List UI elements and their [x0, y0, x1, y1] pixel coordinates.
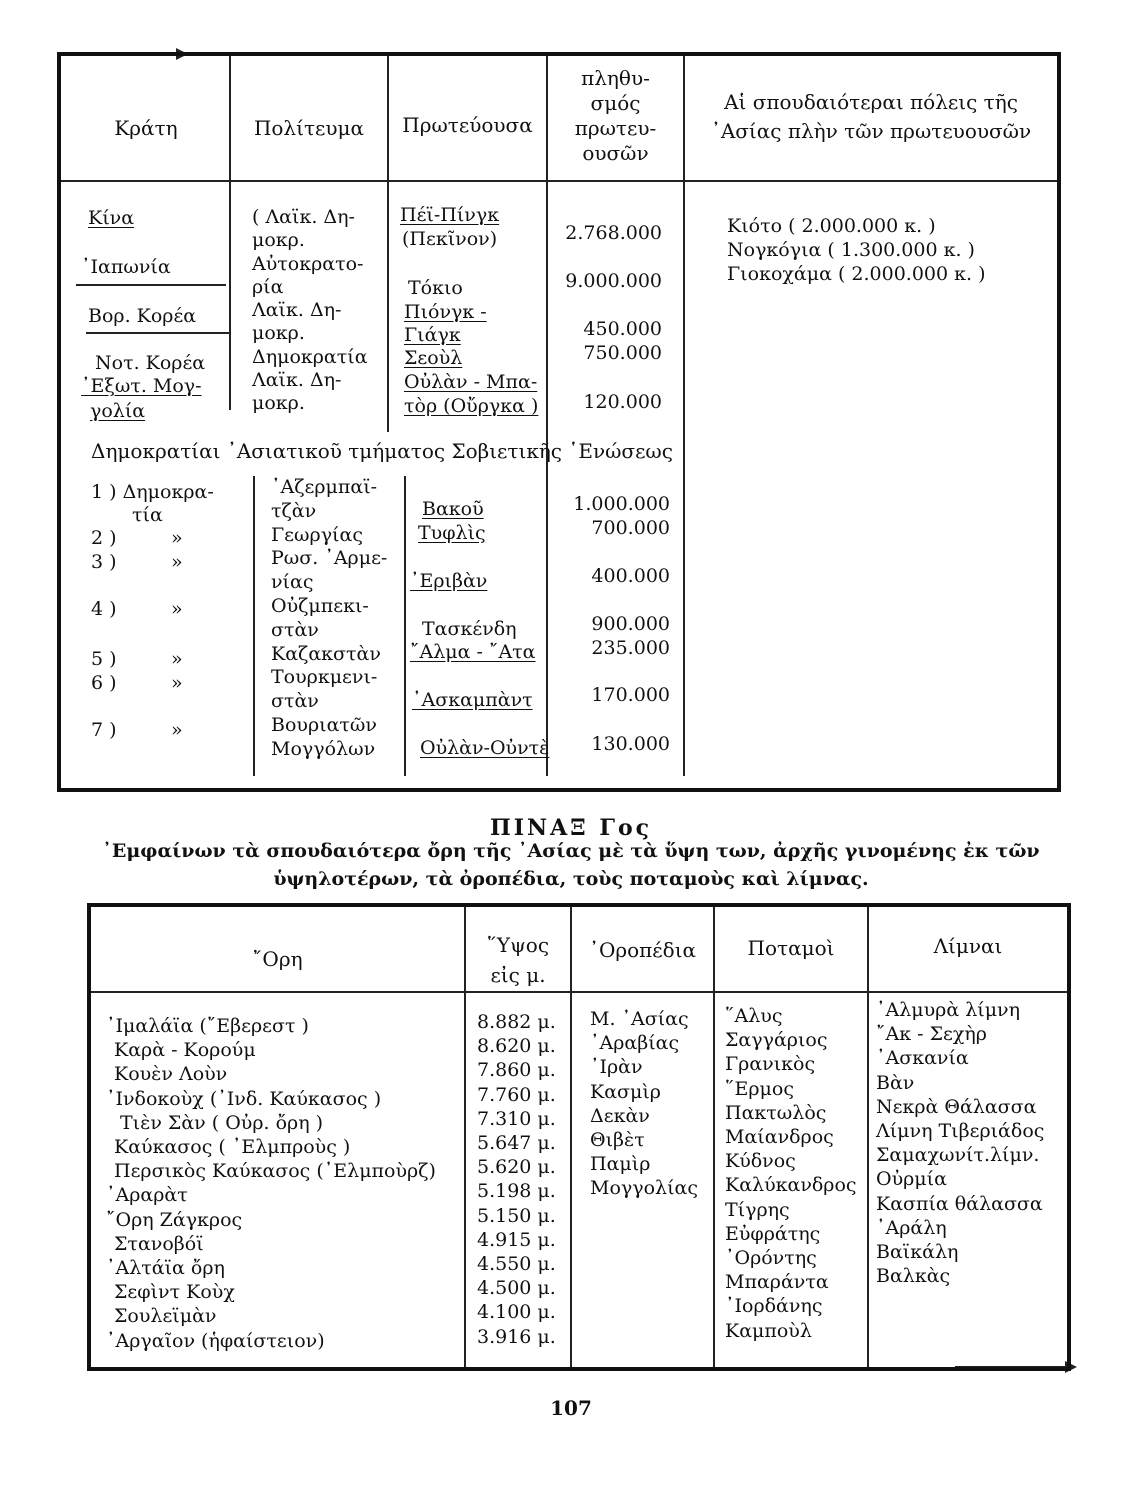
divider — [867, 907, 869, 1367]
table-title: ΠΙΝΑΞ Γος — [489, 815, 653, 841]
capital-name: Τόκιο — [408, 277, 463, 299]
header-regime: Πολίτευμα — [253, 116, 365, 140]
soviet-index: » — [171, 551, 183, 573]
soviet-capital: Τυφλὶς — [418, 522, 486, 544]
state-name: γολία — [90, 400, 146, 422]
divider — [253, 476, 255, 776]
soviet-population: 900.000 — [591, 613, 670, 635]
rivers-list: ῞Αλυς Σαγγάριος Γρανικὸς ῞Ερμος Πακτωλὸς Μαίανδρος Κύδνος Καλύκανδρος Τίγρης Εὐφράτης ᾿Ορόντης Μπαράντα ᾿Ιορδάνης Καμποὺλ — [725, 1005, 857, 1342]
population-value: 120.000 — [583, 391, 662, 413]
soviet-population: 170.000 — [591, 684, 670, 706]
soviet-index: 5 ) — [91, 648, 117, 670]
soviet-population: 130.000 — [591, 733, 670, 755]
soviet-index: 6 ) — [91, 672, 117, 694]
soviet-index: τία — [132, 504, 163, 526]
capital-name: Οὐλὰν - Μπα- — [404, 371, 538, 393]
soviet-capital: Οὐλὰν-Οὐντὲ — [420, 737, 550, 759]
cities-list: Κιότο ( 2.000.000 κ. ) Νογκόγια ( 1.300.000 κ. ) Γιοκοχάμα ( 2.000.000 κ. ) — [727, 215, 986, 286]
capital-name: Πιόνγκ - — [404, 301, 487, 323]
soviet-index: » — [171, 527, 183, 549]
population-value: 2.768.000 — [565, 222, 662, 244]
heights-list: 8.882 μ. 8.620 μ. 7.860 μ. 7.760 μ. 7.310 μ. 5.647 μ. 5.620 μ. 5.198 μ. 5.150 μ. 4.915 μ. 4.550 μ. 4.500 μ. 4.100 μ. 3.916 μ. — [477, 1011, 556, 1348]
soviet-population: 1.000.000 — [573, 493, 670, 515]
divider — [404, 476, 406, 776]
header-plateaus: ᾿Οροπέδια — [588, 938, 697, 962]
header-capital: Πρωτεύουσα — [402, 113, 533, 137]
mountains-list: ᾿Ιμαλάϊα (῎Εβερεστ ) Καρὰ - Κορούμ Κουὲν Λοὺν ᾿Ινδοκοὺχ (᾿Ινδ. Καύκασος ) Τιὲν Σὰν ( Οὐρ. ὄρη ) Καύκασος ( ᾿Ελμπροὺς ) Περσικὸς Καύκασος (᾿Ελμποὺρζ) ᾿Αραρὰτ ῎Ορη Ζάγκρος Στανοβόϊ ᾿Αλτάϊα ὄρη Σεφὶντ Κοὺχ Σουλεϊμὰν ᾿Αργαῖον (ἡφαίστειον) — [106, 1015, 436, 1352]
state-name: Νοτ. Κορέα — [95, 352, 206, 374]
header-states: Κράτη — [114, 116, 178, 140]
soviet-heading: Δημοκρατίαι ᾿Ασιατικοῦ τμήματος Σοβιετικῆς ῾Ενώσεως — [91, 439, 673, 463]
soviet-republics: ᾿Αζερμπαϊ- τζὰν Γεωργίας Ρωσ. ᾿Αρμε- νίας Οὐζμπεκι- στὰν Καζακστὰν Τουρκμενι- στὰν Βουριατῶν Μογγόλων — [271, 476, 388, 760]
header-population: πληθυ- σμός πρωτευ- ουσῶν — [574, 66, 657, 165]
header-height: ῞Υψος εἰς μ. — [486, 933, 550, 987]
header-cities: Αἱ σπουδαιότεραι πόλεις τῆς ᾿Ασίας πλὴν τῶν πρωτευουσῶν — [710, 90, 1032, 143]
regime-column: ( Λαϊκ. Δη- μοκρ. Αὐτοκρατο- ρία Λαϊκ. Δη- μοκρ. Δημοκρατία Λαϊκ. Δη- μοκρ. — [252, 206, 368, 415]
population-value: 9.000.000 — [565, 270, 662, 292]
population-value: 450.000 — [583, 318, 662, 340]
soviet-index: 3 ) — [91, 551, 117, 573]
header-mountains: ῎Ορη — [252, 947, 303, 971]
state-name: ᾿Ιαπωνία — [81, 256, 171, 278]
page-number: 107 — [550, 1396, 592, 1420]
divider — [76, 284, 226, 286]
soviet-capital: ᾿Ασκαμπὰντ — [412, 689, 533, 711]
soviet-index: » — [171, 672, 183, 694]
capital-name: (Πεκῖνον) — [402, 228, 498, 250]
header-rule — [91, 991, 1067, 993]
soviet-index: » — [171, 648, 183, 670]
soviet-capital: Βακοῦ — [422, 498, 484, 520]
soviet-index: 1 ) Δημοκρα- — [91, 481, 214, 503]
soviet-index: » — [171, 598, 183, 620]
header-lakes: Λίμναι — [933, 934, 1003, 958]
capital-name: τὸρ (Οὔργκα ) — [404, 395, 539, 417]
divider — [713, 907, 715, 1367]
state-name: Βορ. Κορέα — [88, 305, 197, 327]
divider — [570, 907, 572, 1367]
soviet-population: 700.000 — [591, 517, 670, 539]
soviet-population: 400.000 — [591, 565, 670, 587]
plateaus-list: Μ. ᾿Ασίας ᾿Αραβίας ᾿Ιρὰν Κασμὶρ Δεκὰν Θιβὲτ Παμὶρ Μογγολίας — [590, 1008, 699, 1200]
soviet-index: » — [171, 719, 183, 741]
divider — [683, 56, 685, 776]
header-rule — [61, 180, 1057, 182]
capital-name: Γιάγκ — [404, 324, 461, 346]
lakes-list: ᾿Αλμυρὰ λίμνη ῎Ακ - Σεχὴρ ᾿Ασκανία Βὰν Νεκρὰ Θάλασσα Λίμνη Τιβεριάδος Σαμαχωνίτ.λίμν. Οὐρμία Κασπία θάλασσα ᾿Αράλη Βαϊκάλη Βαλκὰς — [876, 999, 1045, 1288]
state-name: Κίνα — [88, 207, 135, 229]
capital-name: Σεοὺλ — [404, 347, 463, 369]
divider — [86, 332, 230, 334]
soviet-index: 4 ) — [91, 598, 117, 620]
table-caption-line: ὑψηλοτέρων, τὰ ὀροπέδια, τοὺς ποταμοὺς καὶ λίμνας. — [273, 868, 869, 890]
soviet-capital: Τασκένδη — [422, 618, 517, 640]
header-rivers: Ποταμοὶ — [747, 936, 835, 960]
state-name: ᾿Εξωτ. Μογ- — [81, 375, 202, 397]
soviet-index: 2 ) — [91, 527, 117, 549]
soviet-population: 235.000 — [591, 637, 670, 659]
capital-name: Πέϊ-Πίνγκ — [400, 204, 500, 226]
soviet-index: 7 ) — [91, 719, 117, 741]
population-value: 750.000 — [583, 342, 662, 364]
soviet-capital: ῎Αλμα - ῎Ατα — [410, 641, 536, 663]
soviet-capital: ᾿Εριβὰν — [410, 570, 488, 592]
table-caption-line: ᾿Εμφαίνων τὰ σπουδαιότερα ὄρη τῆς ᾿Ασίας μὲ τὰ ὕψη των, ἀρχῆς γινομένης ἐκ τῶν — [102, 840, 1040, 862]
divider — [229, 56, 231, 410]
